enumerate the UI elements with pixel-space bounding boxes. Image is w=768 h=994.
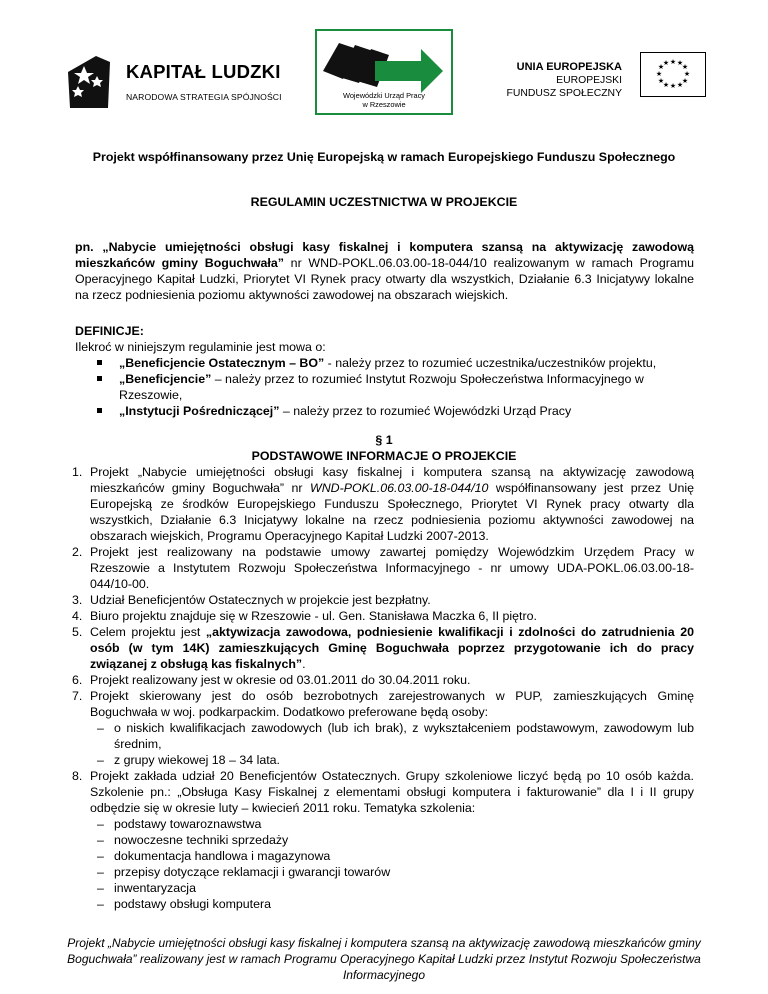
wup-logo bbox=[315, 29, 453, 115]
definitions-lead: Ilekroć w niniejszym regulaminie jest mowa o: bbox=[75, 340, 326, 354]
list-line: Projekt skierowany jest do osób bezrobotnych zarejestrowanych w PUP, zamieszkujących Gminę bbox=[90, 689, 694, 703]
svg-text:★: ★ bbox=[662, 81, 670, 89]
list-number: 1. bbox=[72, 465, 83, 479]
footer-line-1: Projekt „Nabycie umiejętności obsługi kasy fiskalnej i komputera szansą na aktywizację zawodową mieszkańców gminy bbox=[67, 936, 701, 950]
list-line-text: mieszkańców gminy Boguchwała” nr bbox=[90, 481, 311, 495]
dash-text: przepisy dotyczące reklamacji i gwarancji towarów bbox=[114, 865, 391, 879]
list-item bbox=[72, 608, 694, 624]
eu-text bbox=[492, 61, 622, 100]
eu-line2: EUROPEJSKI bbox=[556, 75, 622, 86]
svg-text:★: ★ bbox=[681, 63, 689, 71]
list-line bbox=[90, 480, 694, 496]
list-line: osób (w tym 14K) zamieszkujących Gminę Boguchwała poprzez przygotowanie ich do pracy bbox=[90, 641, 694, 655]
footer-line-2: Boguchwała” realizowany jest w ramach Programu Operacyjnego Kapitał Ludzki przez Instytut Rozwoju Społeczeństwa bbox=[67, 952, 701, 966]
dash-text: średnim, bbox=[114, 737, 162, 751]
dash-item bbox=[90, 880, 694, 896]
list-number: 5. bbox=[72, 625, 83, 639]
intro-line-4: na rzecz podniesienia poziomu aktywności zawodowej na obszarach wiejskich. bbox=[75, 288, 509, 302]
dash-item bbox=[90, 752, 694, 768]
section-heading: PODSTAWOWE INFORMACJE O PROJEKCIE bbox=[251, 449, 517, 463]
project-goal: związanej z obsługą kas fiskalnych” bbox=[90, 657, 303, 671]
wup-caption-line1: Wojewódzki Urząd Pracy bbox=[342, 91, 425, 100]
page-footer bbox=[40, 935, 728, 983]
wup-caption-line2: w Rzeszowie bbox=[362, 100, 406, 109]
definition-item-2-cont: Rzeszowie, bbox=[119, 388, 183, 402]
list-line: Europejską ze środków Europejskiego Funduszu Społecznego, Priorytet VI Rynek pracy otwarty dla bbox=[90, 497, 694, 511]
dash-item bbox=[90, 848, 694, 864]
dash-item bbox=[90, 816, 694, 832]
svg-text:★: ★ bbox=[681, 77, 689, 85]
list-line bbox=[90, 624, 694, 640]
list-line-text: . bbox=[302, 657, 306, 671]
list-item bbox=[72, 688, 694, 768]
list-item bbox=[72, 464, 694, 544]
bullet-square-icon bbox=[97, 408, 102, 413]
dash-icon: – bbox=[97, 849, 104, 863]
eu-line3: FUNDUSZ SPOŁECZNY bbox=[506, 88, 622, 99]
dash-text: inwentaryzacja bbox=[114, 881, 196, 895]
list-line: 044/10-00. bbox=[90, 577, 150, 591]
project-goal: „aktywizacja zawodowa, podniesienie kwalifikacji i zdolności do zatrudnienia 20 bbox=[205, 625, 694, 639]
intro-line-1: pn. „Nabycie umiejętności obsługi kasy fiskalnej i komputera szansą na aktywizację zawodową bbox=[75, 240, 694, 254]
svg-text:★: ★ bbox=[669, 58, 677, 66]
list-item bbox=[72, 624, 694, 672]
svg-text:★: ★ bbox=[662, 59, 670, 67]
dash-text: o niskich kwalifikacjach zawodowych (lub ich brak), z wykształceniem podstawowym, zawodowym lub bbox=[114, 721, 694, 735]
svg-text:★: ★ bbox=[657, 77, 665, 85]
list-line: Projekt jest realizowany na podstawie umowy zawartej pomiędzy Wojewódzkim Urzędem Pracy w bbox=[90, 545, 694, 559]
list-item bbox=[72, 768, 694, 912]
intro-project-name-end: mieszkańców gminy Boguchwała” bbox=[75, 256, 284, 270]
eu-line1: UNIA EUROPEJSKA bbox=[516, 61, 622, 73]
list-line: Projekt realizowany jest w okresie od 03.01.2011 do 30.04.2011 roku. bbox=[90, 673, 471, 687]
list-number: 8. bbox=[72, 769, 83, 783]
list-number: 7. bbox=[72, 689, 83, 703]
list-number: 3. bbox=[72, 593, 83, 607]
kapital-ludzki-title: KAPITAŁ LUDZKI bbox=[126, 61, 281, 82]
footer-line-3: Informacyjnego bbox=[342, 968, 426, 982]
list-line: Rzeszowie a Instytutem Rozwoju Społeczeństwa Informacyjnego - nr umowy UDA-POKL.06.03.00-18- bbox=[90, 561, 694, 575]
list-item bbox=[72, 672, 694, 688]
dash-text: podstawy towaroznawstwa bbox=[114, 817, 262, 831]
dash-item bbox=[90, 864, 694, 880]
intro-line-2-text bbox=[75, 256, 694, 270]
svg-text:★: ★ bbox=[655, 70, 663, 78]
dash-item bbox=[90, 832, 694, 848]
list-line: Biuro projektu znajduje się w Rzeszowie - ul. Gen. Stanisława Maczka 6, II piętro. bbox=[90, 609, 537, 623]
bullet-square-icon bbox=[97, 360, 102, 365]
intro-line-2-rest: nr WND-POKL.06.03.00-18-044/10 realizowanym w ramach Programu bbox=[283, 256, 695, 270]
cofinance-line: Projekt współfinansowany przez Unię Europejską w ramach Europejskiego Funduszu Społecznego bbox=[92, 150, 676, 164]
bullet-square-icon bbox=[97, 376, 102, 381]
list-number: 2. bbox=[72, 545, 83, 559]
dash-text: dokumentacja handlowa i magazynowa bbox=[114, 849, 331, 863]
definition-term: „Instytucji Pośredniczącej” bbox=[119, 404, 280, 418]
definitions-heading: DEFINICJE: bbox=[75, 324, 144, 338]
dash-icon: – bbox=[97, 721, 104, 735]
svg-text:★: ★ bbox=[669, 82, 677, 90]
list-line-text: Celem projektu jest bbox=[90, 625, 206, 639]
list-number: 4. bbox=[72, 609, 83, 623]
kapital-ludzki-logo bbox=[66, 52, 296, 112]
list-line-text: współfinansowany jest przez Unię bbox=[488, 481, 694, 495]
list-line: Projekt zakłada udział 20 Beneficjentów Ostatecznych. Grupy szkoleniowe liczyć będą po 10 osób każda. bbox=[90, 769, 694, 783]
dash-icon: – bbox=[97, 881, 104, 895]
kapital-ludzki-subtitle: NARODOWA STRATEGIA SPÓJNOŚCI bbox=[126, 92, 282, 102]
list-number: 6. bbox=[72, 673, 83, 687]
list-line: Szkolenie pn.: „Obsługa Kasy Fiskalnej z elementami obsługi komputera i fakturowanie” dla I i II grupy bbox=[90, 785, 694, 799]
section-number: § 1 bbox=[375, 433, 393, 447]
list-item bbox=[72, 592, 694, 608]
definition-text: – należy przez to rozumieć Instytut Rozwoju Społeczeństwa Informacyjnego w bbox=[211, 372, 644, 386]
dash-text: z grupy wiekowej 18 – 34 lata. bbox=[114, 753, 280, 767]
svg-text:★: ★ bbox=[676, 81, 684, 89]
project-info-list bbox=[72, 464, 694, 912]
dash-icon: – bbox=[97, 753, 104, 767]
list-item bbox=[72, 544, 694, 592]
document-title: REGULAMIN UCZESTNICTWA W PROJEKCIE bbox=[250, 195, 518, 209]
dash-icon: – bbox=[97, 897, 104, 911]
dash-icon: – bbox=[97, 817, 104, 831]
svg-text:★: ★ bbox=[683, 70, 691, 78]
list-line: Udział Beneficjentów Ostatecznych w projekcie jest bezpłatny. bbox=[90, 593, 431, 607]
intro-line-3: Operacyjnego Kapitał Ludzki, Priorytet VI Rynek pracy otwarty dla wszystkich, Działanie 6.3 Inicjatywy lokalne bbox=[75, 272, 694, 286]
definition-text: – należy przez to rozumieć Wojewódzki Urząd Pracy bbox=[279, 404, 572, 418]
list-line: wszystkich, Działanie 6.3 Inicjatywy lokalne na rzecz podniesienia poziomu aktywności zawodowej na bbox=[90, 513, 694, 527]
list-line: Boguchwała w woj. podkarpackim. Dodatkowo preferowane będą osoby: bbox=[90, 705, 489, 719]
intro-paragraph bbox=[75, 239, 694, 303]
dash-icon: – bbox=[97, 833, 104, 847]
dash-icon: – bbox=[97, 865, 104, 879]
kapital-ludzki-emblem-icon bbox=[66, 52, 112, 110]
list-line: Projekt „Nabycie umiejętności obsługi kasy fiskalnej i komputera szansą na aktywizację zawodową bbox=[90, 465, 694, 479]
svg-text:★: ★ bbox=[657, 63, 665, 71]
list-line bbox=[90, 656, 694, 672]
dash-text: nowoczesne techniki sprzedaży bbox=[114, 833, 289, 847]
list-line: odbędzie się w okresie luty – kwiecień 2011 roku. Tematyka szkolenia: bbox=[90, 801, 476, 815]
contract-number: WND-POKL.06.03.00-18-044/10 bbox=[310, 481, 489, 495]
list-line: obszarach wiejskich, Programu Operacyjnego Kapitał Ludzki 2007-2013. bbox=[90, 529, 489, 543]
eu-flag-icon bbox=[640, 52, 706, 97]
definition-term: „Beneficjencie” bbox=[119, 372, 212, 386]
dash-text: podstawy obsługi komputera bbox=[114, 897, 272, 911]
definition-text: - należy przez to rozumieć uczestnika/uczestników projektu, bbox=[324, 356, 657, 370]
intro-line-2 bbox=[75, 255, 694, 271]
definition-term: „Beneficjencie Ostatecznym – BO” bbox=[119, 356, 325, 370]
dash-item bbox=[90, 896, 694, 912]
dash-item bbox=[90, 720, 694, 752]
svg-text:★: ★ bbox=[676, 59, 684, 67]
